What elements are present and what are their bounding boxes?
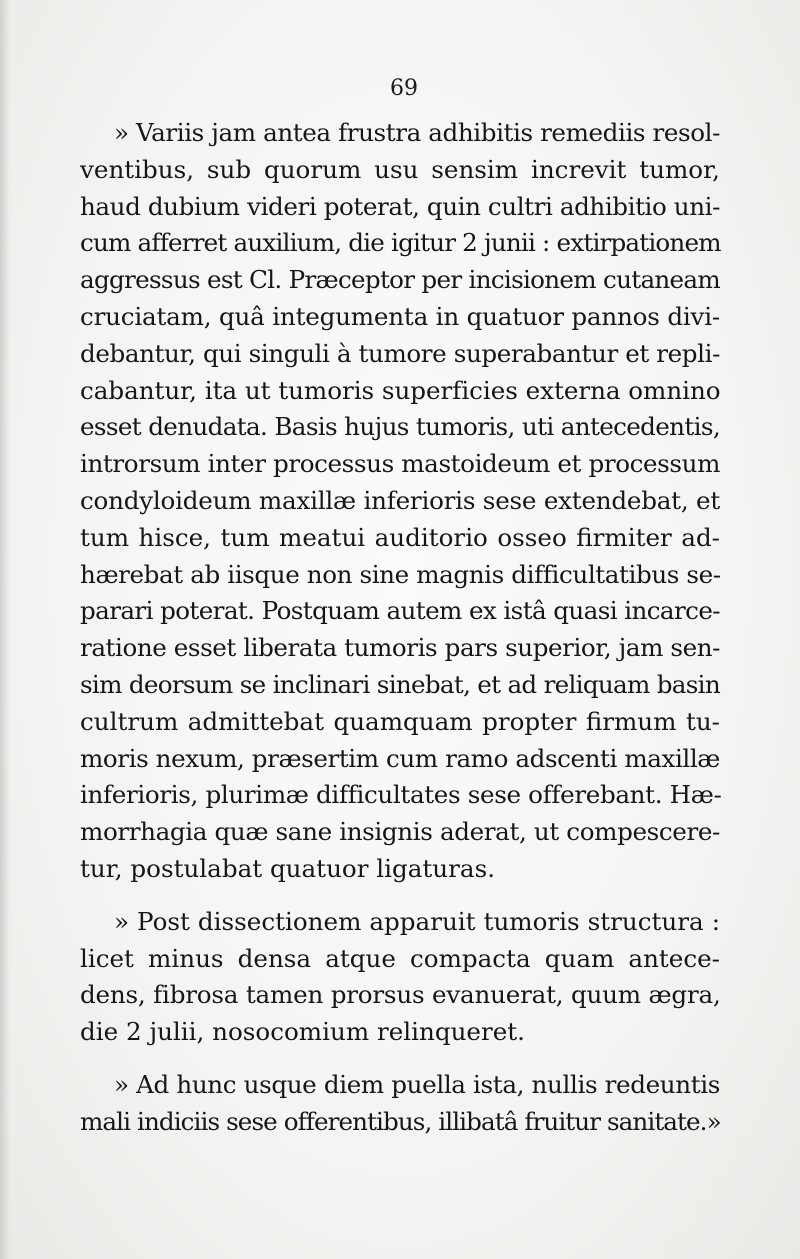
paragraph-3 [80,1067,720,1141]
text-line: inferioris, plurimæ difficultates sese offerebant. Hæ- [80,780,722,810]
text-line: esset denudata. Basis hujus tumoris, uti antecedentis, [80,412,720,442]
text-line: debantur, qui singuli à tumore superabantur et repli- [80,338,720,368]
text-line: » Post dissectionem apparuit tumoris structura : [114,906,720,936]
page-number: 69 [390,76,418,101]
text-line: moris nexum, præsertim cum ramo adscenti maxillæ [80,743,720,773]
text-line: tum hisce, tum meatui auditorio osseo firmiter ad- [80,522,720,552]
text-line: sim deorsum se inclinari sinebat, et ad reliquam basin [80,669,720,699]
text-line: » Variis jam antea frustra adhibitis remediis resol- [114,118,720,147]
text-line: tur, postulabat quatuor ligaturas. [80,853,496,883]
page-edge-shadow [0,0,10,1259]
text-line: parari poterat. Postquam autem ex istâ quasi incarce- [80,596,720,626]
text-line: cabantur, ita ut tumoris superficies externa omnino [80,375,721,405]
text-line: dens, fibrosa tamen prorsus evanuerat, quum ægra, [80,980,721,1010]
text-line: mali indiciis sese offerentibus, illibatâ fruitur sanitate.» [80,1106,721,1136]
text-line: cum afferret auxilium, die igitur 2 junii : extirpationem [80,228,721,258]
paragraph-2 [80,904,720,1051]
text-line: hærebat ab iisque non sine magnis difficultatibus se- [80,559,721,589]
text-line: licet minus densa atque compacta quam antece- [80,943,720,973]
text-line: cultrum admittebat quamquam propter firmum tu- [80,706,720,736]
text-line: » Ad hunc usque diem puella ista, nullis redeuntis [114,1069,720,1099]
text-line: ratione esset liberata tumoris pars superior, jam sen- [80,633,720,663]
text-line: aggressus est Cl. Præceptor per incisionem cutaneam [80,265,720,295]
text-line: ventibus, sub quorum usu sensim increvit tumor, [80,154,720,184]
text-line: haud dubium videri poterat, quin cultri adhibitio uni- [80,191,720,221]
paragraph-1 [80,115,720,888]
text-line: introrsum inter processus mastoideum et processum [80,449,720,479]
text-line: cruciatam, quâ integumenta in quatuor pannos divi- [80,301,720,331]
text-line: condyloideum maxillæ inferioris sese extendebat, et [80,485,720,515]
body-text [80,115,720,1141]
text-line: morrhagia quæ sane insignis aderat, ut compescere- [80,817,721,847]
text-line: die 2 julii, nosocomium relinqueret. [80,1017,525,1047]
